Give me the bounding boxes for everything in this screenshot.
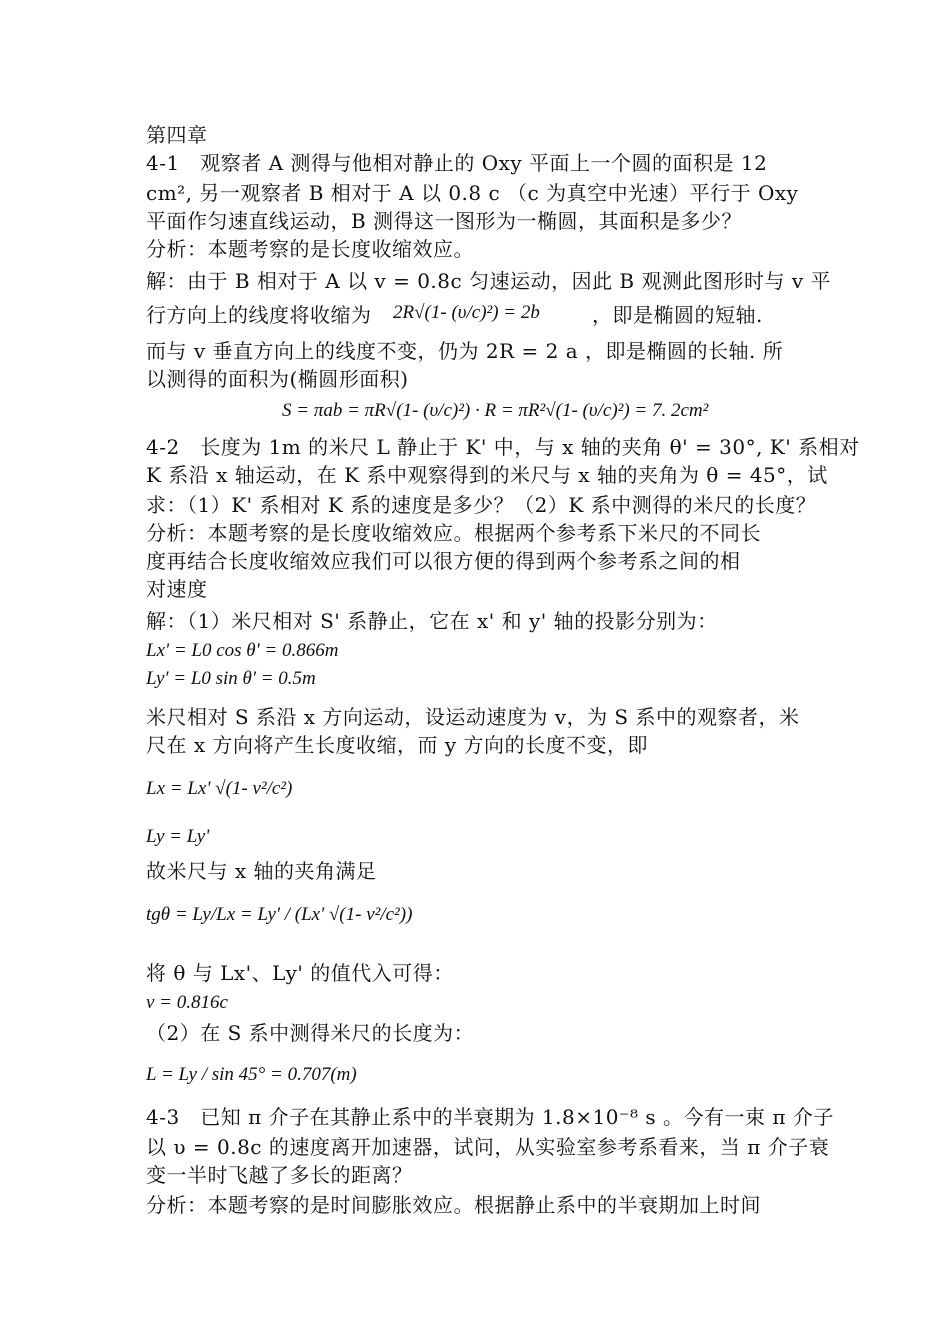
equation-short-axis: 2R√(1- (υ/c)²) = 2b xyxy=(393,302,540,323)
equation-length-result: L = Ly / sin 45° = 0.707(m) xyxy=(146,1064,357,1085)
equation-lx-contraction: Lx = Lx' √(1- v²/c²) xyxy=(146,778,293,799)
equation-ly-prime: Ly' = L0 sin θ' = 0.5m xyxy=(146,668,316,689)
problem-4-1-line-1: 4-1 观察者 A 测得与他相对静止的 Oxy 平面上一个圆的面积是 12 xyxy=(146,151,768,175)
problem-4-3-line-1: 4-3 已知 π 介子在其静止系中的半衰期为 1.8×10⁻⁸ s 。今有一束 π 介子 xyxy=(146,1105,834,1129)
solution-4-2-line-3: 尺在 x 方向将产生长度收缩，而 y 方向的长度不变，即 xyxy=(146,733,649,757)
problem-4-3-line-3: 变一半时飞越了多长的距离？ xyxy=(146,1163,413,1187)
equation-lx-prime: Lx' = L0 cos θ' = 0.866m xyxy=(146,640,339,661)
solution-4-1-line-3: 而与 v 垂直方向上的线度不变，仍为 2R = 2 a ，即是椭圆的长轴. 所 xyxy=(146,339,784,363)
solution-4-2-line-2: 米尺相对 S 系沿 x 方向运动，设运动速度为 v，为 S 系中的观察者，米 xyxy=(146,705,800,729)
problem-4-3-line-2: 以 υ = 0.8c 的速度离开加速器，试问，从实验室参考系看来，当 π 介子衰 xyxy=(146,1135,830,1159)
solution-4-2-part-2: （2）在 S 系中测得米尺的长度为： xyxy=(146,1021,475,1045)
solution-4-2-line-4: 故米尺与 x 轴的夹角满足 xyxy=(146,859,377,883)
solution-4-1-line-4: 以测得的面积为(椭圆形面积) xyxy=(146,367,409,391)
equation-velocity-result: v = 0.816c xyxy=(146,992,228,1013)
solution-4-2-line-1: 解：（1）米尺相对 S' 系静止，它在 x' 和 y' 轴的投影分别为： xyxy=(146,609,718,633)
equation-ellipse-area: S = πab = πR√(1- (υ/c)²) · R = πR²√(1- (υ/c)²) = 7. 2cm² xyxy=(282,400,709,421)
equation-ly-equal: Ly = Ly' xyxy=(146,826,210,847)
problem-4-1-line-2: cm², 另一观察者 B 相对于 A 以 0.8 c （c 为真空中光速）平行于 Oxy xyxy=(146,181,799,205)
problem-4-2-line-3: 求：（1）K' 系相对 K 系的速度是多少？（2）K 系中测得的米尺的长度？ xyxy=(146,493,817,517)
analysis-4-1: 分析：本题考察的是长度收缩效应。 xyxy=(146,237,474,261)
analysis-4-2-line-3: 对速度 xyxy=(146,577,208,601)
solution-4-1-line-2b: ，即是椭圆的短轴. xyxy=(592,303,763,327)
analysis-4-2-line-2: 度再结合长度收缩效应我们可以很方便的得到两个参考系之间的相 xyxy=(146,549,741,573)
equation-tan-theta: tgθ = Ly/Lx = Ly' / (Lx' √(1- v²/c²)) xyxy=(146,904,413,925)
analysis-4-3: 分析：本题考察的是时间膨胀效应。根据静止系中的半衰期加上时间 xyxy=(146,1193,761,1217)
solution-4-1-line-1: 解：由于 B 相对于 A 以 v = 0.8c 匀速运动，因此 B 观测此图形时与 v 平 xyxy=(146,269,831,293)
solution-4-2-line-5: 将 θ 与 Lx'、Ly' 的值代入可得： xyxy=(146,961,454,985)
problem-4-2-line-2: K 系沿 x 轴运动，在 K 系中观察得到的米尺与 x 轴的夹角为 θ = 45°，试 xyxy=(146,463,828,487)
solution-4-1-line-2a: 行方向上的线度将收缩为 xyxy=(146,303,372,327)
analysis-4-2-line-1: 分析：本题考察的是长度收缩效应。根据两个参考系下米尺的不同长 xyxy=(146,521,761,545)
chapter-title: 第四章 xyxy=(146,123,208,147)
problem-4-2-line-1: 4-2 长度为 1m 的米尺 L 静止于 K' 中，与 x 轴的夹角 θ' = 30°, K' 系相对 xyxy=(146,435,860,459)
problem-4-1-line-3: 平面作匀速直线运动，B 测得这一图形为一椭圆，其面积是多少？ xyxy=(146,209,743,233)
